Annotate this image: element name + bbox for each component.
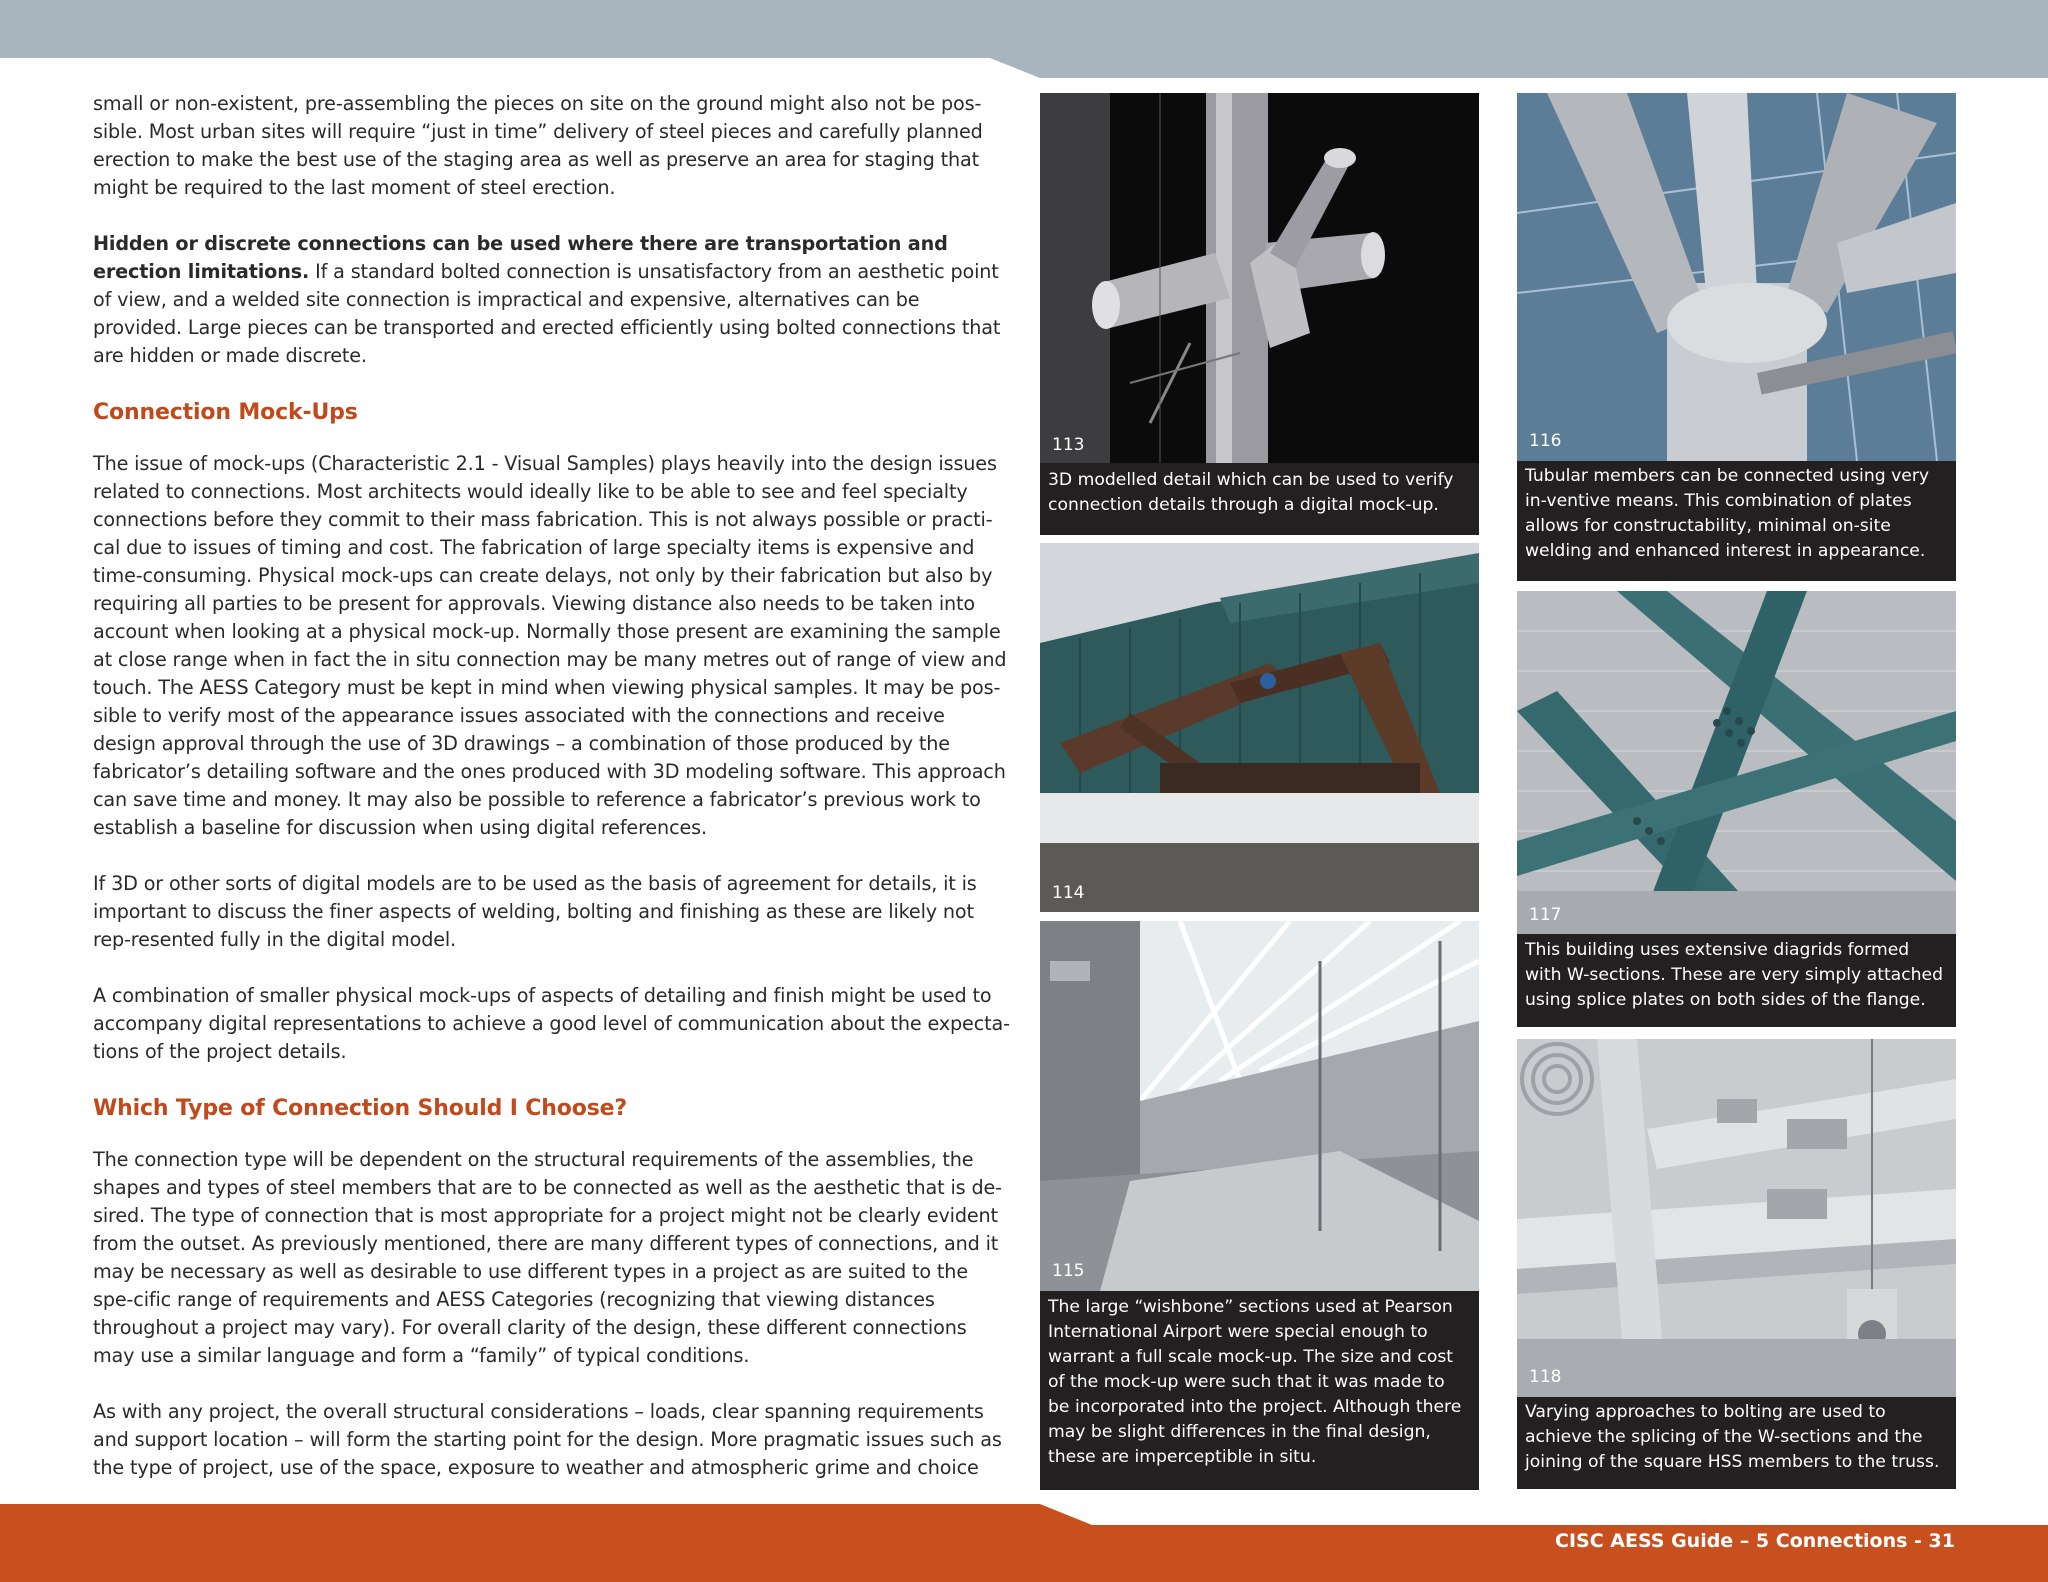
figure-116-number: 116 <box>1529 431 1562 451</box>
figure-116-caption: Tubular members can be connected using very in-ventive means. This combination of plates allows for constructability, minimal on-site welding and enhanced interest in appearance. <box>1525 466 1930 561</box>
paragraph-structural-considerations: As with any project, the overall structural considerations – loads, clear spanning requirements and support location – will form the starting point for the design. More pragmatic issues such as the type of project, use of the space, exposure to weather and atmospheric grime and choice <box>93 1400 1002 1479</box>
figure-114 <box>1040 543 1479 912</box>
figure-116 <box>1517 93 1956 581</box>
paragraph-digital-models: If 3D or other sorts of digital models are to be used as the basis of agreement for details, it is important to discuss the finer aspects of welding, bolting and finishing as these are likely not rep-resented fully in the digital model. <box>93 872 977 951</box>
figure-118 <box>1517 1039 1956 1489</box>
paragraph-physical-mockups: A combination of smaller physical mock-ups of aspects of detailing and finish might be used to accompany digital representations to achieve a good level of communication about the expecta-tions of the project details. <box>93 984 1010 1063</box>
figure-113-number: 113 <box>1052 435 1085 455</box>
paragraph-body: If a standard bolted connection is unsatisfactory from an aesthetic point of view, and a welded site connection is impractical and expensive, alternatives can be provided. Large pieces can be transported and erected efficiently using bolted connections that are hidden or made discrete. <box>93 260 1001 367</box>
figure-115-number: 115 <box>1052 1261 1085 1281</box>
figure-115-image <box>1040 921 1479 1291</box>
figure-113-image <box>1040 93 1479 463</box>
paragraph-site-staging: small or non-existent, pre-assembling the pieces on site on the ground might also not be pos-sible. Most urban sites will require “just in time” delivery of steel pieces and carefully planned erection to make the best use of the staging area as well as preserve an area for staging that might be required to the last moment of steel erection. <box>93 92 983 199</box>
figure-115 <box>1040 921 1479 1490</box>
figure-117-image <box>1517 591 1956 934</box>
figure-118-caption: Varying approaches to bolting are used to achieve the splicing of the W-sections and the joining of the square HSS members to the truss. <box>1525 1402 1940 1472</box>
paragraph-lead-bold: Hidden or discrete connections can be used where there are transportation and erection limitations. <box>93 232 948 283</box>
figure-117-caption: This building uses extensive diagrids formed with W-sections. These are very simply attached using splice plates on both sides of the flange. <box>1525 940 1944 1010</box>
figure-114-image <box>1040 543 1479 912</box>
figure-118-image <box>1517 1039 1956 1397</box>
paragraph-hidden-connections <box>93 230 1013 370</box>
figure-115-caption: The large “wishbone” sections used at Pearson International Airport were special enough to warrant a full scale mock-up. The size and cost of the mock-up were such that it was made to be incorporated into the project. Although there may be slight differences in the final design, these are imperceptible in situ. <box>1048 1297 1462 1467</box>
figure-116-image <box>1517 93 1956 461</box>
figure-114-number: 114 <box>1052 883 1085 903</box>
heading-which-connection: Which Type of Connection Should I Choose? <box>93 1096 628 1121</box>
paragraph-connection-type: The connection type will be dependent on the structural requirements of the assemblies, the shapes and types of steel members that are to be connected as well as the aesthetic that is de-sired. The type of connection that is most appropriate for a project might not be clearly evident from the outset. As previously mentioned, there are many different types of connections, and it may be necessary as well as desirable to use different types in a project as are suited to the spe-cific range of requirements and AESS Categories (recognizing that viewing distances throughout a project may vary). For overall clarity of the design, these different connections may use a similar language and form a “family” of typical conditions. <box>93 1148 1002 1367</box>
paragraph-mockups: The issue of mock-ups (Characteristic 2.1 - Visual Samples) plays heavily into the design issues related to connections. Most architects would ideally like to be able to see and feel specialty connections before they commit to their mass fabrication. This is not always possible or practi-cal due to issues of timing and cost. The fabrication of large specialty items is expensive and time-consuming. Physical mock-ups can create delays, not only by their fabrication but also by requiring all parties to be present for approvals. Viewing distance also needs to be taken into account when looking at a physical mock-up. Normally those present are examining the sample at close range when in fact the in situ connection may be many metres out of range of view and touch. The AESS Category must be kept in mind when viewing physical samples. It may be pos-sible to verify most of the appearance issues associated with the connections and receive design approval through the use of 3D drawings – a combination of those produced by the fabricator’s detailing software and the ones produced with 3D modeling software. This approach can save time and money. It may also be possible to reference a fabricator’s previous work to establish a baseline for discussion when using digital references. <box>93 452 1007 839</box>
heading-connection-mockups: Connection Mock-Ups <box>93 400 358 425</box>
figure-113 <box>1040 93 1479 535</box>
header-band <box>0 0 2048 78</box>
figure-113-caption: 3D modelled detail which can be used to verify connection details through a digital mock-up. <box>1048 470 1454 515</box>
figure-118-number: 118 <box>1529 1367 1562 1387</box>
figure-117-number: 117 <box>1529 905 1562 925</box>
page-footer-title: CISC AESS Guide – 5 Connections - 31 <box>1555 1530 1955 1552</box>
figure-117 <box>1517 591 1956 1027</box>
body-text-column <box>93 90 1013 1510</box>
